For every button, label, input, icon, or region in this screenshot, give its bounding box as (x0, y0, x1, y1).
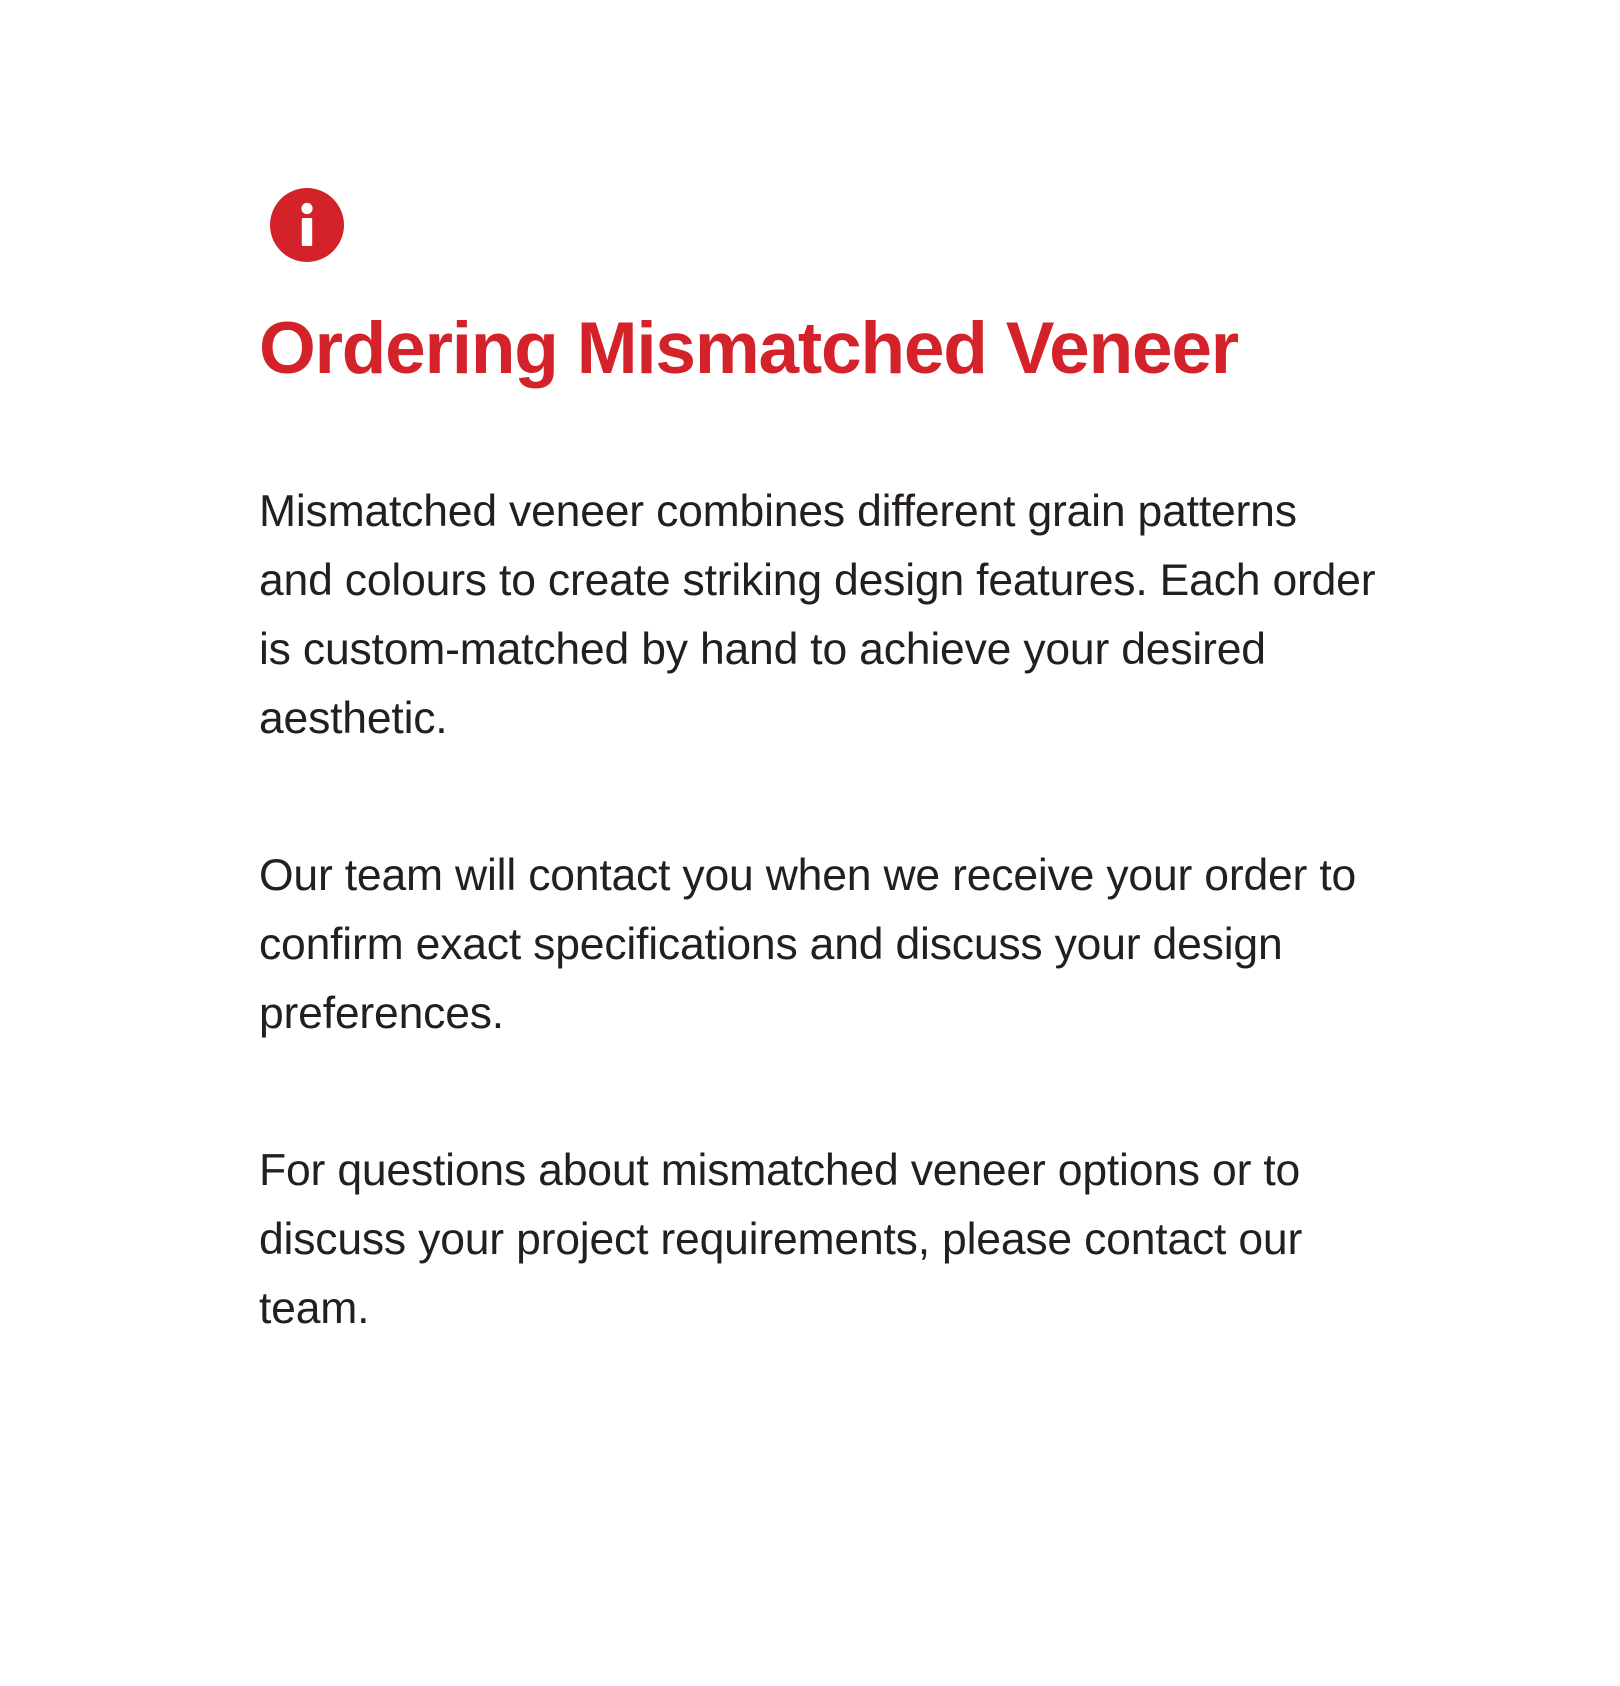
notice-paragraph-contact: Our team will contact you when we receive your order to confirm exact specifications and discuss your design preferences. (259, 851, 1357, 1038)
notice-title: Ordering Mismatched Veneer (259, 308, 1238, 389)
notice-paragraph-questions: For questions about mismatched veneer options or to discuss your project requirements, please contact our team. (259, 1146, 1303, 1333)
notice-paragraph-intro: Mismatched veneer combines different grain patterns and colours to create striking design features. Each order is custom-matched by hand to achieve your desired aesthetic. (259, 487, 1376, 743)
notice-body (259, 477, 1379, 1431)
info-icon (270, 188, 344, 262)
